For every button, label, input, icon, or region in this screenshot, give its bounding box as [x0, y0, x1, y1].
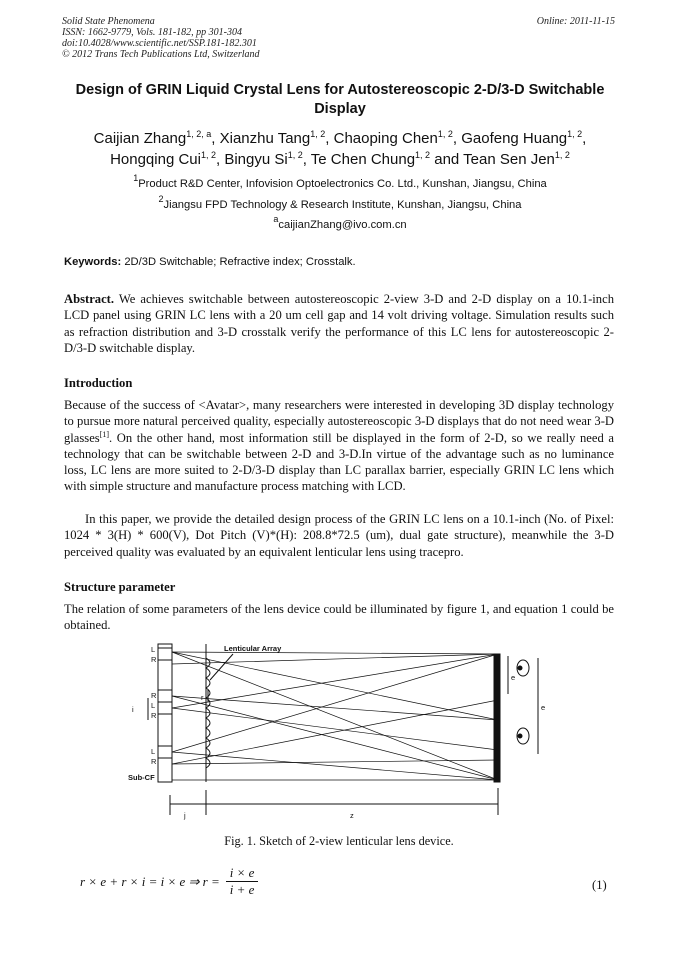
journal-header — [62, 16, 260, 60]
label-j: j — [184, 811, 186, 820]
author: Hongqing Cui$^{1, 2}$, — [110, 150, 225, 168]
label-e-eyes: e — [541, 703, 546, 712]
issn-line: ISSN: 1662-9779, Vols. 181-182, pp 301-304 — [62, 27, 242, 38]
abstract: Abstract. We achieves switchable between autostereoscopic 2-view 3-D and 2-D display on a 10.1-inch LCD panel using GRIN LC lens with a 20 um cell gap and 14 volt driving voltage. Simulation results such as refraction distribution and 3-D crosstalk verify the performance of this LC lens for autostereoscopic 2-D/3-D switchable display. — [64, 292, 614, 355]
paper-title: Design of GRIN Liquid Crystal Lens for Autostereoscopic 2-D/3-D Switchable Display — [75, 82, 605, 117]
author: Tean Sen Jen$^{1, 2}$ — [463, 150, 570, 168]
subcf-panel — [158, 644, 172, 782]
section-heading-structure: Structure parameter — [64, 580, 176, 594]
author-email: $^a$caijianZhang@ivo.com.cn — [273, 214, 407, 231]
author: Chaoping Chen$^{1, 2}$, — [333, 129, 462, 147]
doi-line: doi:10.4028/www.scientific.net/SSP.181-182.301 — [62, 38, 257, 49]
affiliation-1: $^1$Product R&D Center, Infovision Optoelectronics Co. Ltd., Kunshan, Jiangsu, China — [133, 173, 547, 190]
figure-1-caption: Fig. 1. Sketch of 2-view lenticular lens device. — [224, 834, 454, 848]
label-z: z — [350, 811, 354, 820]
equation-lhs: r × e + r × i = i × e ⇒ r = — [80, 873, 220, 889]
author: Caijian Zhang$^{1, 2, a}$, — [93, 129, 220, 147]
author: Xianzhu Tang$^{1, 2}$, — [219, 129, 334, 147]
svg-text:R: R — [151, 691, 157, 700]
author: Bingyu Si$^{1, 2}$, — [224, 150, 311, 168]
equation-fraction: $\frac{i \times e}{i + e}$ — [226, 865, 259, 898]
svg-text:R: R — [151, 711, 157, 720]
affiliation-2: $^2$Jiangsu FPD Technology & Research Institute, Kunshan, Jiangsu, China — [158, 194, 522, 211]
svg-text:R: R — [151, 757, 157, 766]
svg-text:L: L — [151, 701, 156, 710]
equation-1 — [80, 865, 258, 898]
author: Gaofeng Huang$^{1, 2}$, — [461, 129, 587, 147]
label-r: r — [201, 693, 204, 702]
online-date: Online: 2011-11-15 — [536, 16, 615, 27]
equation-number: (1) — [592, 878, 607, 892]
label-sub-cf: Sub-CF — [128, 773, 155, 782]
svg-text:L: L — [151, 645, 156, 654]
figure-1-lens-sketch — [128, 640, 558, 830]
ray-lines — [172, 652, 498, 780]
intro-paragraph-2: In this paper, we provide the detailed design process of the GRIN LC lens on a 10.1-inch (No. of Pixel: 1024 * 3(H) * 600(V), Dot Pitch (V)*(H): 208.8*72.5 (um), dual gate structure), meanwhile the 3-D perceived quality was evaluated by an equivalent lenticular lens using tracepro. — [64, 512, 614, 559]
author-list — [40, 128, 640, 170]
intro-paragraph-1: Because of the success of <Avatar>, many researchers were interested in developing 3D display technology to pursue more natural perceived quality, especially autostereoscopic 3-D displays that do not need wear 3-D glasses[1]. On the other hand, most information still be displayed in the form of 2-D, so we really need a technology that can be switchable between 2-D and 3-D.In virtue of the advantage such as no luminance loss, LC lens are more suited to 2-D/3-D display than LC parallax barrier, especially GRIN LC lens which with simple structure and manufacture process matching with LCD. — [64, 398, 614, 494]
structure-paragraph: The relation of some parameters of the lens device could be illuminated by figure 1, and equation 1 could be obtained. — [64, 602, 614, 633]
label-e-upper: e — [511, 673, 516, 682]
svg-text:L: L — [151, 747, 156, 756]
keywords: Keywords: 2D/3D Switchable; Refractive index; Crosstalk. — [64, 256, 356, 268]
svg-text:R: R — [151, 655, 157, 664]
copyright-line: © 2012 Trans Tech Publications Ltd, Switzerland — [62, 49, 260, 60]
author: Te Chen Chung$^{1, 2}$ and — [310, 150, 464, 168]
label-i: i — [132, 705, 134, 714]
label-lenticular-array: Lenticular Array — [224, 644, 282, 653]
section-heading-introduction: Introduction — [64, 376, 133, 390]
journal-name: Solid State Phenomena — [62, 16, 155, 27]
viewing-plane — [494, 654, 500, 782]
